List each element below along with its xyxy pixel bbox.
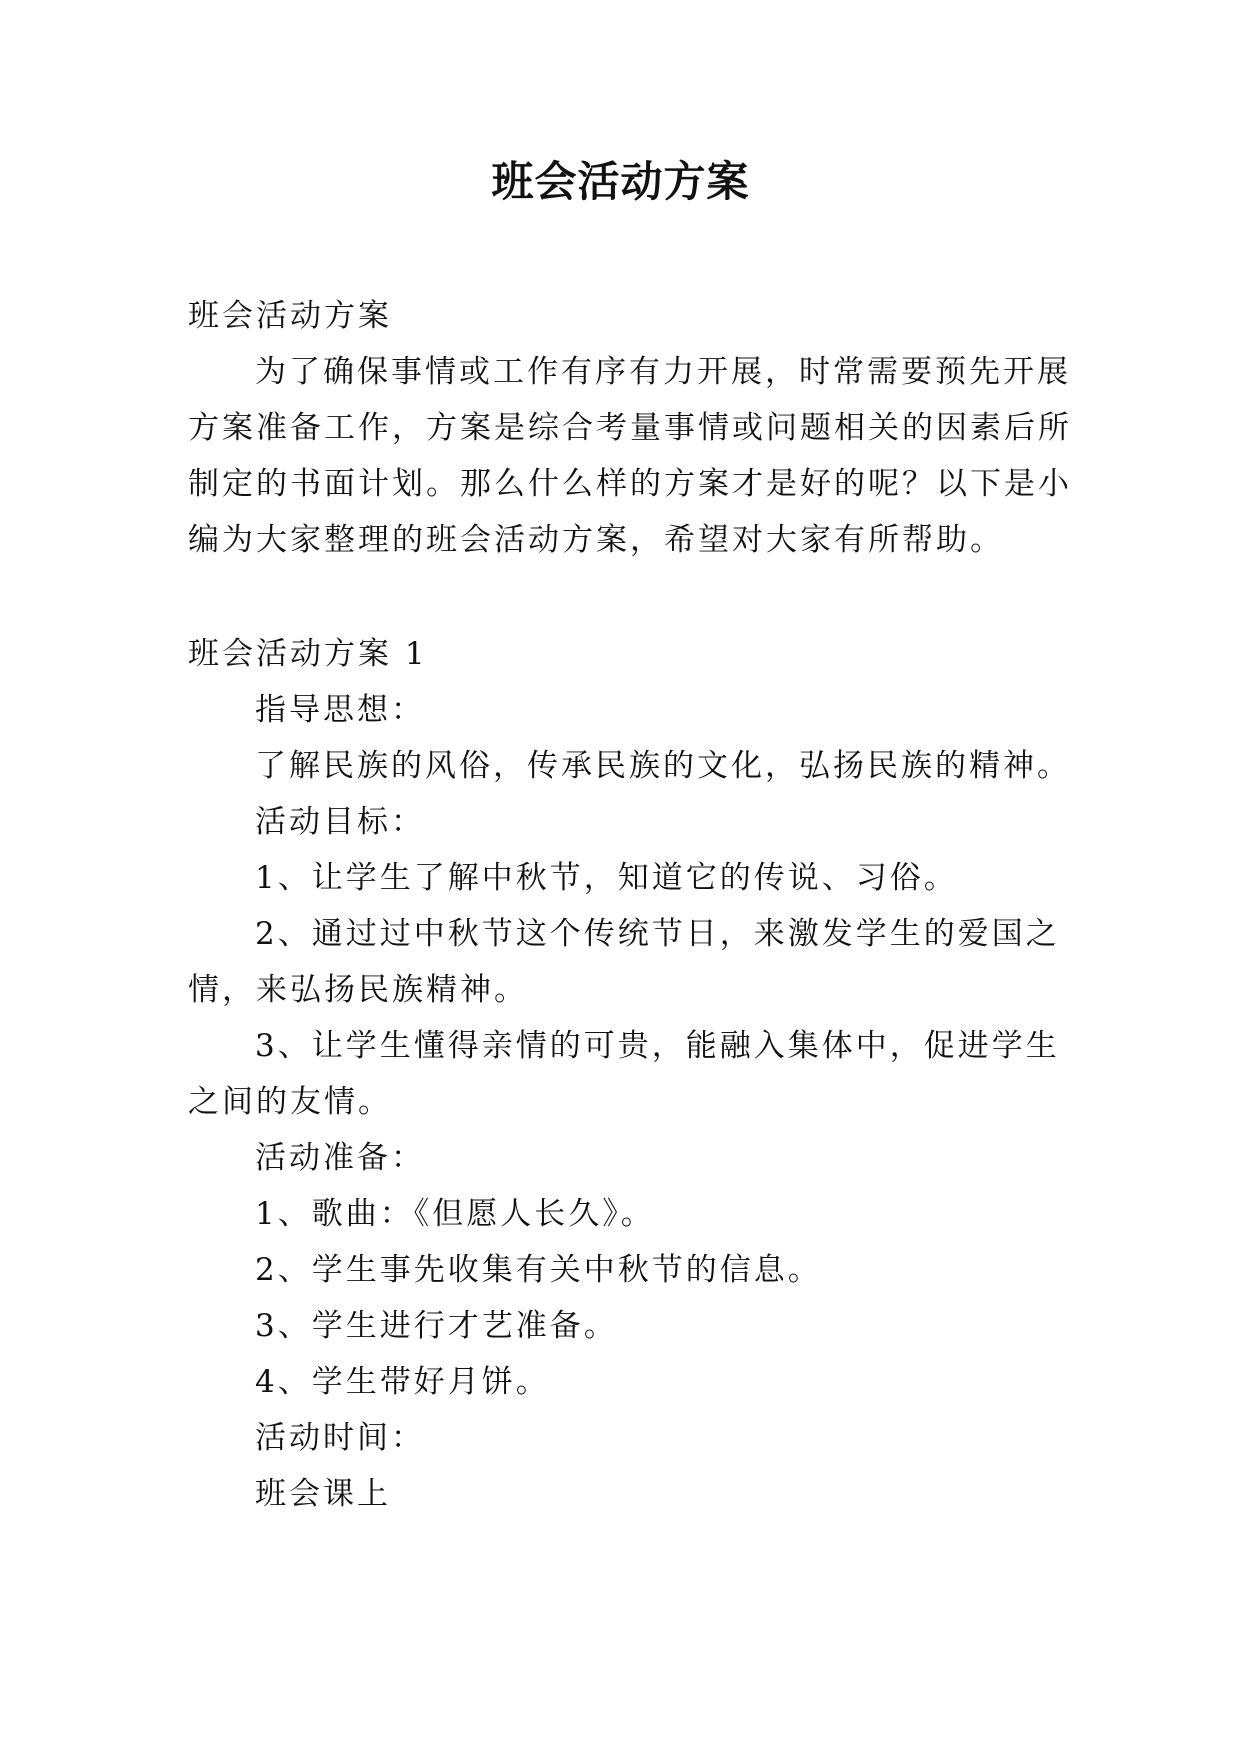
subheading: 活动目标： [255, 804, 425, 840]
list-item: 3、让学生懂得亲情的可贵，能融入集体中，促进学生 [255, 1028, 1060, 1064]
list-item: 2、通过过中秋节这个传统节日，来激发学生的爱国之 [255, 916, 1060, 952]
list-item: 2、学生事先收集有关中秋节的信息。 [255, 1252, 822, 1288]
document-title: 班会活动方案 [491, 157, 750, 206]
paragraph-line: 方案准备工作，方案是综合考量事情或问题相关的因素后所 [188, 410, 1072, 446]
paragraph-line: 为了确保事情或工作有序有力开展，时常需要预先开展 [255, 354, 1071, 390]
paragraph-line: 制定的书面计划。那么什么样的方案才是好的呢？以下是小 [188, 466, 1072, 502]
list-item: 1、歌曲：《但愿人长久》。 [255, 1196, 655, 1232]
list-item-continuation: 情，来弘扬民族精神。 [188, 972, 528, 1008]
subheading: 活动准备： [255, 1140, 425, 1176]
list-item: 1、让学生了解中秋节，知道它的传说、习俗。 [255, 860, 958, 896]
list-item: 3、学生进行才艺准备。 [255, 1308, 618, 1344]
list-item-continuation: 之间的友情。 [188, 1084, 392, 1120]
paragraph-line: 班会课上 [255, 1476, 391, 1512]
section-heading: 班会活动方案 [188, 298, 392, 334]
paragraph-line: 了解民族的风俗，传承民族的文化，弘扬民族的精神。 [255, 748, 1071, 784]
subheading: 活动时间： [255, 1420, 425, 1456]
list-item: 4、学生带好月饼。 [255, 1364, 550, 1400]
section-heading: 班会活动方案 1 [188, 636, 428, 672]
paragraph-line: 编为大家整理的班会活动方案，希望对大家有所帮助。 [188, 522, 1004, 558]
subheading: 指导思想： [255, 692, 425, 728]
